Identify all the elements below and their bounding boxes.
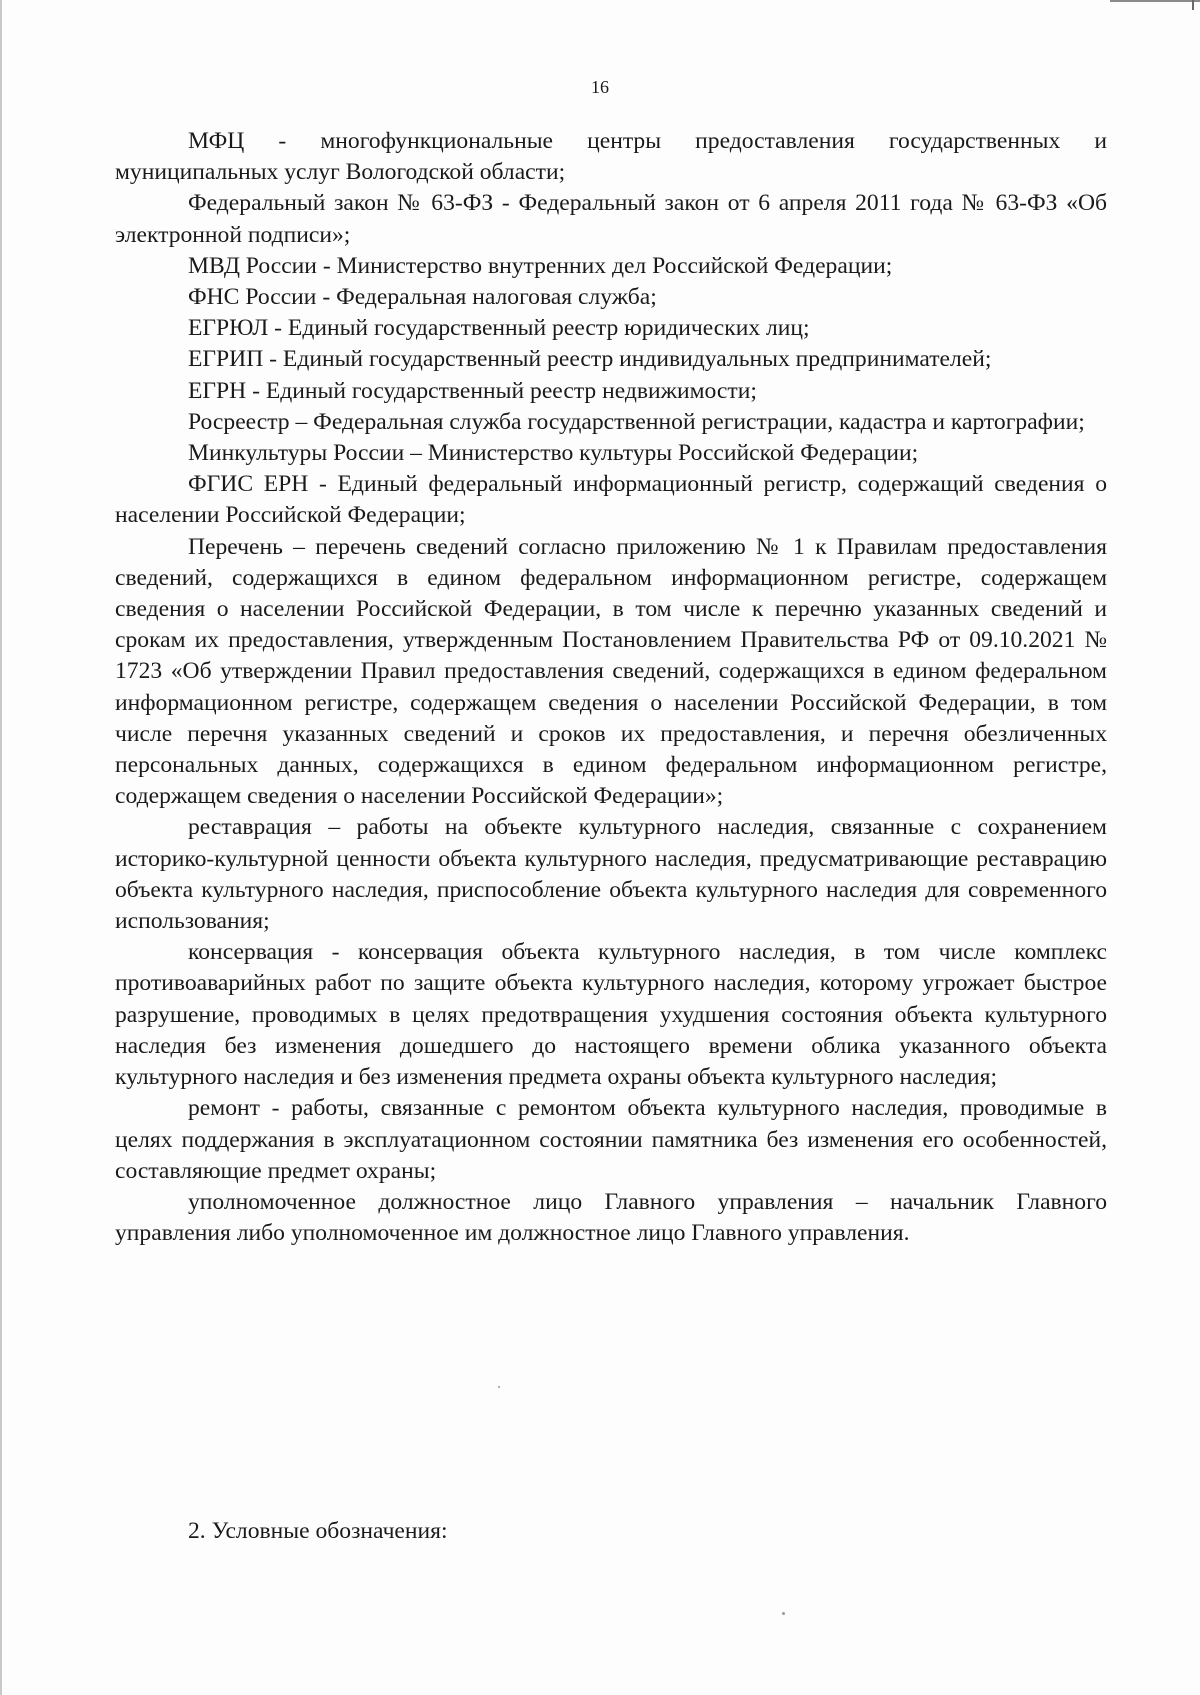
paragraph-perechen: Перечень – перечень сведений согласно приложению № 1 к Правилам предоставления сведений, содержащихся в едином федеральном информационном регистре, содержащем сведения о населении Российской Федерации, в том числе к перечню указанных сведений и срокам их предоставления, утвержденным Постановлением Правительства РФ от 09.10.2021 № 1723 «Об утверждении Правил предоставления сведений, содержащихся в едином федеральном информационном регистре, содержащем сведения о населении Российской Федерации, в том числе перечня указанных сведений и сроков их предоставления, и перечня обезличенных персональных данных, содержащихся в едином федеральном информационном регистре, содержащем сведения о населении Российской Федерации»; — [115, 533, 1107, 810]
paragraph-konservatsiya: консервация - консервация объекта культурного наследия, в том числе комплекс противоаварийных работ по защите объекта культурного наследия, которому угрожает быстрое разрушение, проводимых в целях предотвращения ухудшения состояния объекта культурного наследия без изменения дошедшего до настоящего времени облика указанного объекта культурного наследия и без изменения предмета охраны объекта культурного наследия; — [115, 939, 1107, 1091]
scan-edge-left — [0, 0, 2, 1695]
paragraph-minkultury: Минкультуры России – Министерство культуры Российской Федерации; — [188, 440, 919, 467]
paragraph-federal-law-63: Федеральный закон № 63-ФЗ - Федеральный закон от 6 апреля 2011 года № 63-ФЗ «Об электронной подписи»; — [115, 190, 1107, 248]
paragraph-mvd: МВД России - Министерство внутренних дел Российской Федерации; — [188, 252, 893, 279]
section-heading: 2. Условные обозначения: — [188, 1518, 448, 1544]
paragraph-rosreestr: Росреестр – Федеральная служба государственной регистрации, кадастра и картографии; — [188, 408, 1085, 435]
scan-speck — [782, 1612, 785, 1615]
paragraph-egrn: ЕГРН - Единый государственный реестр недвижимости; — [188, 377, 757, 404]
scan-mark — [1192, 0, 1194, 10]
scan-speck — [498, 1386, 500, 1388]
paragraph-fgis-ern: ФГИС ЕРН - Единый федеральный информационный регистр, содержащий сведения о населении Российской Федерации; — [115, 471, 1107, 529]
scan-edge-top — [1110, 0, 1200, 2]
page-number: 16 — [591, 77, 609, 97]
paragraph-egrip: ЕГРИП - Единый государственный реестр индивидуальных предпринимателей; — [188, 346, 992, 373]
paragraph-remont: ремонт - работы, связанные с ремонтом объекта культурного наследия, проводимые в целях поддержания в эксплуатационном состоянии памятника без изменения его особенностей, составляющие предмет охраны; — [115, 1095, 1107, 1184]
body-text — [115, 126, 1107, 1249]
paragraph-upolnomochennoe-litso: уполномоченное должностное лицо Главного управления – начальник Главного управления либо уполномоченное им должностное лицо Главного управления. — [115, 1188, 1107, 1247]
paragraph-fns: ФНС России - Федеральная налоговая служба; — [188, 284, 657, 311]
paragraph-egrul: ЕГРЮЛ - Единый государственный реестр юридических лиц; — [188, 315, 810, 342]
paragraph-restavratsiya: реставрация – работы на объекте культурного наследия, связанные с сохранением историко-культурной ценности объекта культурного наследия, предусматривающие реставрацию объекта культурного наследия, приспособление объекта культурного наследия для современного использования; — [115, 814, 1107, 935]
paragraph-mfc: МФЦ - многофункциональные центры предоставления государственных и муниципальных услуг Вологодской области; — [115, 128, 1107, 186]
